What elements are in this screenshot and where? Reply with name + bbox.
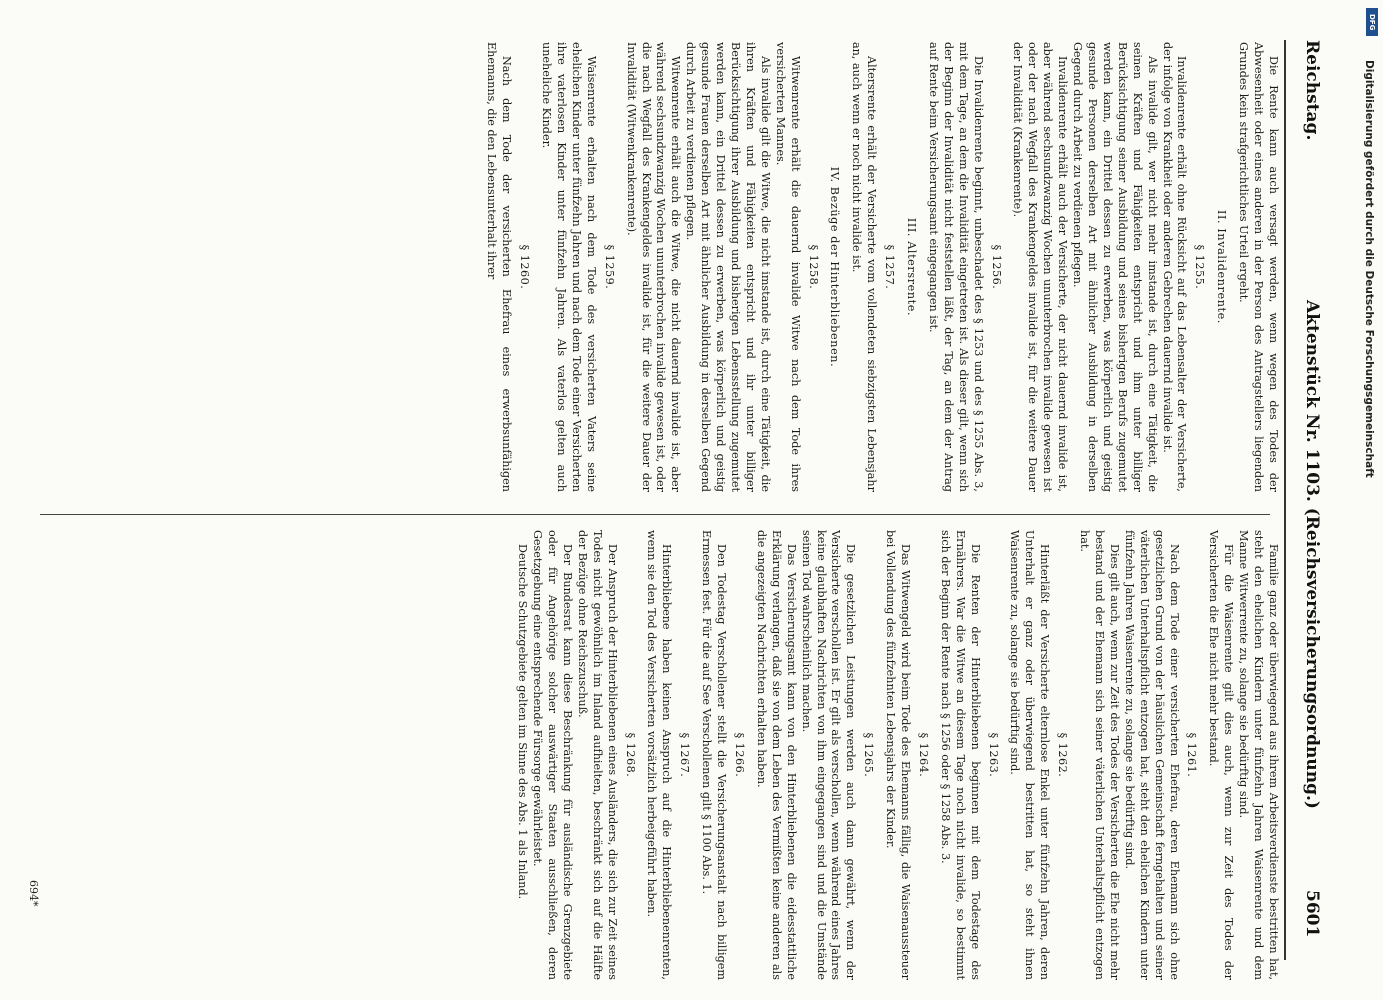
paragraph: Hinterbliebene haben keinen Anspruch auf die Hinterbliebenenrenten, wenn sie den Tod des Versicherten vorsätzlich herbeigeführt haben. [645,530,674,980]
paragraph: Das Versicherungsamt kann von den Hinterbliebenen die eidesstattliche Erklärung verlangen, daß sie von dem Leben des Vermißten keine anderen als die angezeigten Nachrichten erhalten haben. [754,530,798,980]
digitization-note: Digitalisierung gefördert durch die Deutsche Forschungsgemeinschaft [1363,60,1375,478]
paragraph: Das Witwengeld wird beim Tode des Ehemanns fällig, die Waisenaussteuer bei Vollendung des fünfzehnten Lebensjahrs der Kinder. [884,530,913,980]
paragraph: Als invalide gilt, wer nicht mehr imstande ist, durch eine Tätigkeit, die seinen Kräften und Fähigkeiten entspricht und ihm unter billiger Berücksichtigung seiner Ausbildung und seines bisherigen Berufs zugemutet werden kann, ein Drittel dessen zu erwerben, was körperlich und geistig gesunde Personen derselben Art mit ähnlicher Ausbildung in derselben Gegend durch Arbeit zu verdienen pflegen. [1071,42,1159,492]
page-title: Aktenstück Nr. 1103. (Reichsversicherungsordnung.) [1302,300,1322,809]
paragraph: Die Rente kann auch versagt werden, wenn wegen des Todes der Abwesenheit oder eines anderen in der Person des Antragstellers liegenden Grundes kein strafgerichtliches Urteil ergeht. [1237,42,1280,492]
section-heading: IV. Bezüge der Hinterbliebenen. [828,166,842,368]
section-number: § 1261. [1185,732,1199,778]
text-column-right [30,530,1280,980]
section-number: § 1255. [1193,244,1207,290]
paragraph: Waisenrente erhalten nach dem Tode des versicherten Vaters seine ehelichen Kinder unter fünfzehn Jahren und nach dem Tode einer Versicherten ihre vaterlosen Kinder unter fünfzehn Jahren. Als vaterlos gelten auch uneheliche Kinder. [540,42,598,492]
paragraph: Die Invalidenrente beginnt, unbeschadet des § 1253 und des § 1255 Abs. 3, mit dem Tage, an dem die Invalidität eingetreten ist. Als dieser gilt, wenn sich der Beginn der Invalidität nicht feststellen läßt, der Tag, an dem der Antrag auf Rente beim Versicherungsamt eingegangen ist. [926,42,985,492]
text-column-left [30,42,1280,492]
paragraph: Dies gilt auch, wenn zur Zeit des Todes der Versicherten die Ehe nicht mehr bestand und der Ehemann sich seiner väterlichen Unterhaltspflicht entzogen hat. [1078,530,1121,980]
section-heading: II. Invalidenrente. [1215,210,1229,324]
paragraph: Der Anspruch der Hinterbliebenen eines Ausländers, die sich zur Zeit seines Todes nicht gewöhnlich im Inland aufhielten, beschränkt sich auf die Hälfte der Bezüge ohne Reichszuschuß. [575,530,619,980]
paragraph: Nach dem Tode einer versicherten Ehefrau, deren Ehemann sich ohne gesetzlichen Grund von der häuslichen Gemeinschaft ferngehalten und seiner väterlichen Unterhaltspflicht entzogen hat, steht den ehelichen Kindern unter fünfzehn Jahren Waisenrente zu, solange sie bedürftig sind. [1122,530,1181,980]
section-number: § 1259. [602,244,616,290]
section-number: § 1263. [986,732,1000,778]
column-divider [40,514,1270,515]
paragraph: Hinterläßt der Versicherte elternlose Enkel unter fünfzehn Jahren, deren Unterhalt er ganz oder überwiegend bestritten hat, so steht ihnen Waisenrente zu, solange sie bedürftig sind. [1008,530,1052,980]
paragraph: Die gesetzlichen Leistungen werden auch dann gewährt, wenn der Versicherte verschollen ist. Er gilt als verschollen, wenn während eines Jahres keine glaubhaften Nachrichten von ihm eingegangen sind und die Umstände seinen Tod wahrscheinlich machen. [799,530,858,980]
footer-mark: 694* [27,880,40,907]
section-number: § 1257. [883,244,897,290]
paragraph: Die Renten der Hinterbliebenen beginnen mit dem Todestage des Ernährers. War die Witwe an diesem Tage noch nicht invalide, so bestimmt sich der Beginn der Rente nach § 1256 oder § 1258 Abs. 3. [938,530,982,980]
paragraph: Invalidenrente erhält auch der Versicherte, der nicht dauernd invalide ist, aber während sechsundzwanzig Wochen ununterbrochen invalide gewesen ist oder der nach Wegfall des Krankengeldes invalide ist, für die weitere Dauer der Invalidität (Krankenrente). [1011,42,1070,492]
paragraph: Den Todestag Verschollener stellt die Versicherungsanstalt nach billigem Ermessen fest. Für die auf See Verschollenen gilt § 1100 Abs. 1. [700,530,729,980]
section-number: § 1262. [1056,732,1070,778]
header-left: Reichstag. [1302,40,1322,141]
section-number: § 1264. [916,732,930,778]
section-number: § 1265. [862,732,876,778]
paragraph: Der Bundesrat kann diese Beschränkung für ausländische Grenzgebiete oder für Angehörige solcher auswärtiger Staaten ausschließen, deren Gesetzgebung eine entsprechende Fürsorge gewährleistet. [531,530,574,980]
paragraph: Nach dem Tode der versicherten Ehefrau eines erwerbsunfähigen Ehemanns, die den Lebensunterhalt ihrer [485,42,514,492]
dfg-logo: DFG [1366,8,1378,36]
paragraph: Witwenrente erhält auch die Witwe, die nicht dauernd invalide ist, aber während sechsundzwanzig Wochen ununterbrochen invalide gewesen ist, oder die nach Wegfall des Krankengeldes invalide ist, für die weitere Dauer der Invalidität (Witwenkrankenrente). [624,42,683,492]
paragraph: Invalidenrente erhält ohne Rücksicht auf das Lebensalter der Versicherte, der infolge von Krankheit oder anderen Gebrechen dauernd invalide ist. [1160,42,1189,492]
paragraph: Deutsche Schutzgebiete gelten im Sinne des Abs. 1 als Inland. [516,544,530,900]
paragraph: Witwenrente erhält die dauernd invalide Witwe nach dem Tode ihres versicherten Mannes. [773,42,802,492]
page-number: 5601 [1302,890,1322,938]
paragraph: Familie ganz oder überwiegend aus ihrem Arbeitsverdienste bestritten hat, steht den ehelichen Kindern unter fünfzehn Jahren Waisenrente und dem Manne Witwerrente zu, solange sie bedürftig sind. [1237,530,1280,980]
paragraph: Als invalide gilt die Witwe, die nicht imstande ist, durch eine Tätigkeit, die ihren Kräften und Fähigkeiten entspricht und ihr unter billiger Berücksichtigung ihrer Ausbildung und bisherigen Lebensstellung zugemutet werden kann, ein Drittel dessen zu erwerben, was körperlich und geistig gesunde Frauen derselben Art mit ähnlicher Ausbildung in derselben Gegend durch Arbeit zu verdienen pflegen. [684,42,772,492]
section-heading: III. Altersrente. [905,217,919,317]
section-number: § 1258. [806,244,820,290]
header-rule [1284,40,1286,960]
paragraph: Für die Waisenrente gilt dies auch, wenn zur Zeit des Todes der Versicherten die Ehe nicht mehr bestand. [1207,530,1236,980]
section-number: § 1266. [733,732,746,778]
section-number: § 1256. [989,244,1003,290]
section-number: § 1267. [678,732,692,778]
paragraph: Altersrente erhält der Versicherte vom vollendeten siebzigsten Lebensjahr an, auch wenn er noch nicht invalide ist. [850,42,879,492]
section-number: § 1268. [623,732,637,778]
section-number: § 1260. [518,244,532,290]
